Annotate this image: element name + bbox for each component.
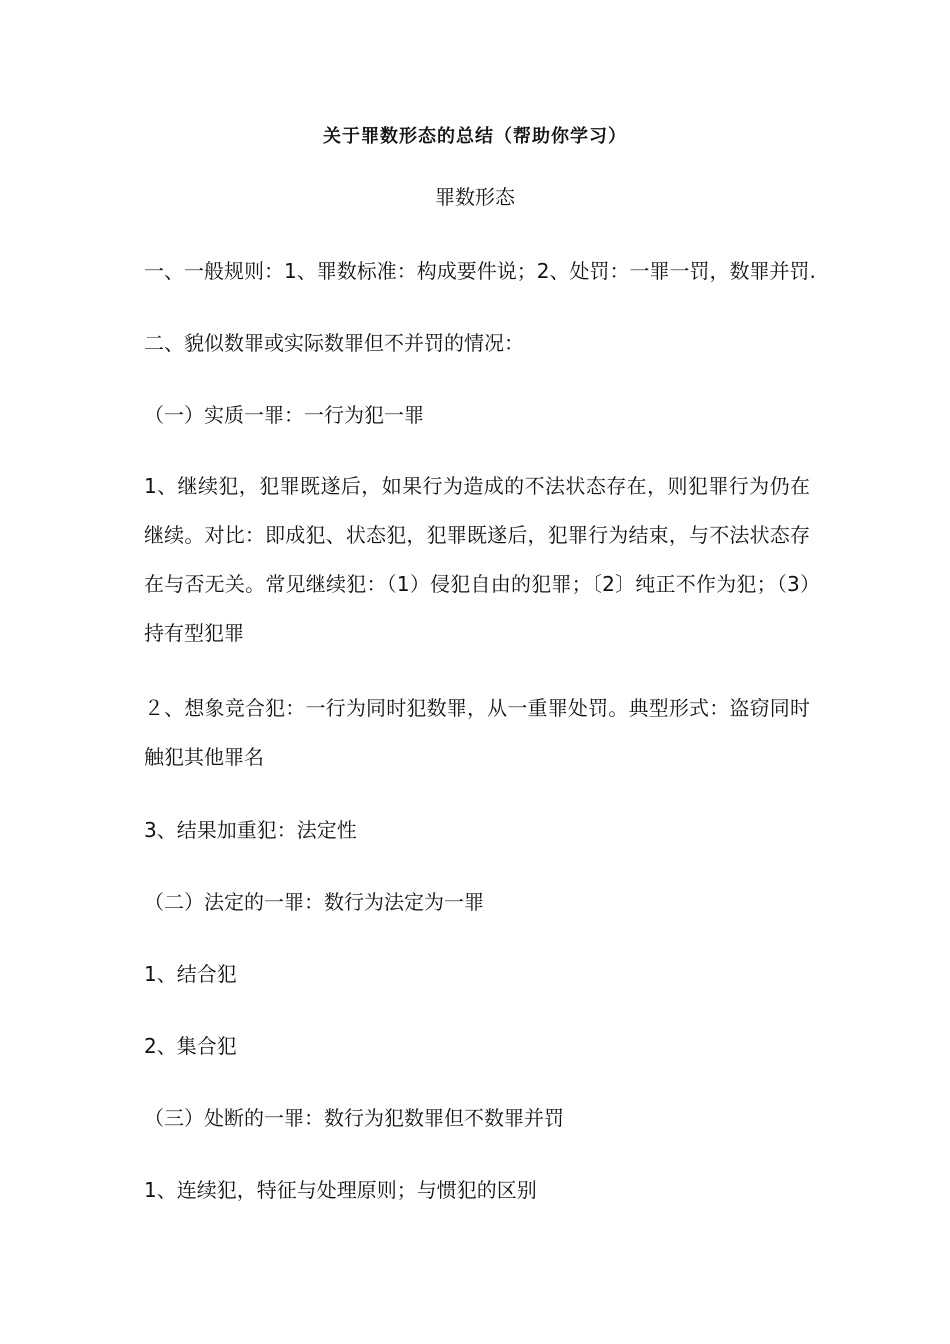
paragraph-continuing-offense: 1、继续犯，犯罪既遂后，如果行为造成的不法状态存在，则犯罪行为仍在继续。对比：即成犯、状态犯，犯罪既遂后，犯罪行为结束，与不法状态存在与否无关。常见继续犯：（1）侵犯自由的犯罪；〔2〕纯正不作为犯；（3）持有型犯罪 [144,474,810,645]
paragraph-legal-one-crime: （二）法定的一罪：数行为法定为一罪 [144,890,484,914]
paragraph-imaginative-concurrence: ２、想象竞合犯：一行为同时犯数罪，从一重罪处罚。典型形式：盗窃同时触犯其他罪名 [144,696,810,769]
paragraph-adjudicated-one-crime: （三）处断的一罪：数行为犯数罪但不数罪并罚 [144,1106,564,1130]
paragraph-serial-offense: 1、连续犯，特征与处理原则；与惯犯的区别 [144,1178,537,1202]
paragraph-aggravated-result: 3、结果加重犯：法定性 [144,818,357,842]
document-title: 关于罪数形态的总结（帮助你学习） [323,126,627,147]
paragraph-general-rules: 一、一般规则：1、罪数标准：构成要件说；2、处罚：一罪一罚，数罪并罚. [144,259,816,283]
paragraph-substantive-one-crime: （一）实质一罪：一行为犯一罪 [144,403,424,427]
paragraph-section-two: 二、貌似数罪或实际数罪但不并罚的情况： [144,331,524,355]
paragraph-collective-offense: 2、集合犯 [144,1034,237,1058]
paragraph-combined-offense: 1、结合犯 [144,962,237,986]
section-heading: 罪数形态 [435,185,515,209]
